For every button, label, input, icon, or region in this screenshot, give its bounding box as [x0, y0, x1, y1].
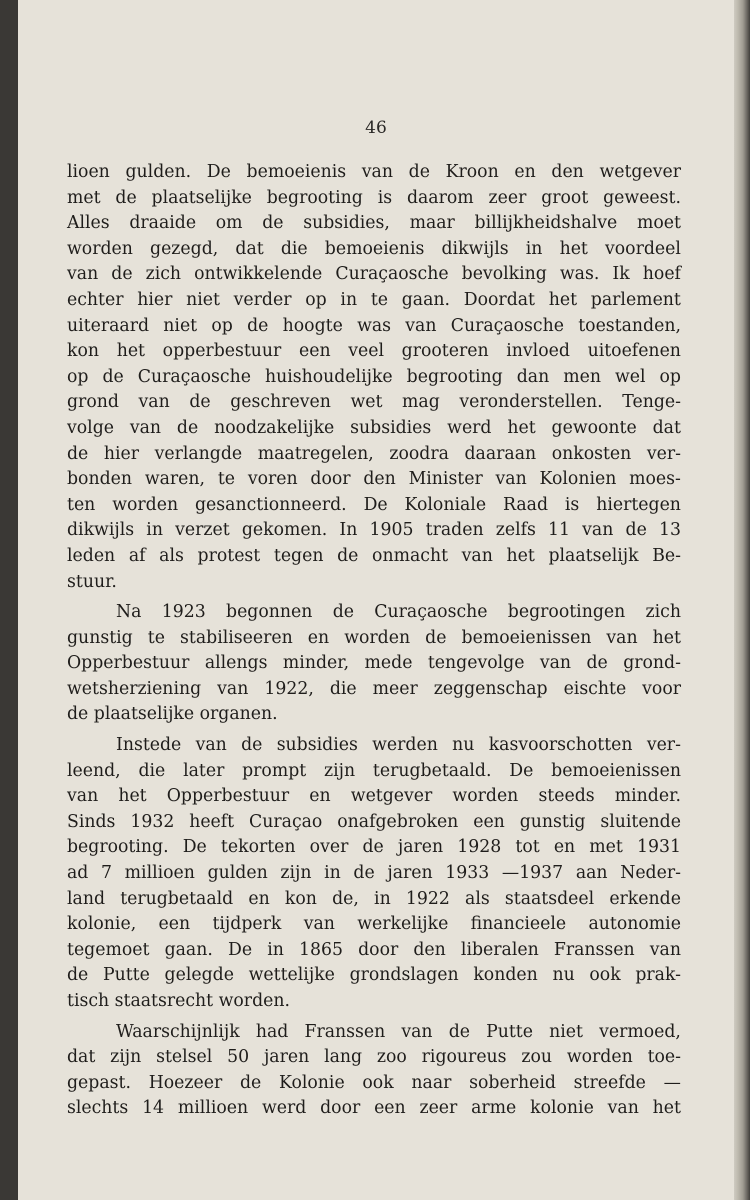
text-line: de plaatselijke organen. [67, 704, 278, 725]
text-line: begrooting. De tekorten over de jaren 1928 tot en met 1931 [67, 837, 681, 858]
text-line: volge van de noodzakelijke subsidies werd het gewoonte dat [67, 417, 681, 438]
text-line: echter hier niet verder op in te gaan. Doordat het parlement [67, 289, 681, 310]
text-line: gepast. Hoezeer de Kolonie ook naar soberheid streefde — [67, 1072, 681, 1093]
text-line: op de Curaçaosche huishoudelijke begrooting dan men wel op [67, 366, 681, 387]
text-line: Sinds 1932 heeft Curaçao onafgebroken een gunstig sluitende [67, 811, 681, 832]
text-line: kon het opperbestuur een veel grooteren invloed uitoefenen [67, 341, 681, 362]
paragraph [67, 1020, 681, 1122]
text-line: leden af als protest tegen de onmacht van het plaatselijk Be- [67, 545, 681, 566]
page-number: 46 [365, 118, 387, 138]
text-line: leend, die later prompt zijn terugbetaald. De bemoeienissen [67, 760, 681, 781]
text-line: met de plaatselijke begrooting is daarom zeer groot geweest. [67, 187, 681, 208]
body-text [67, 160, 681, 1127]
text-line: ten worden gesanctionneerd. De Koloniale Raad is hiertegen [67, 494, 681, 515]
paragraph [67, 160, 681, 595]
text-line: Opperbestuur allengs minder, mede tengevolge van de grond- [67, 653, 681, 674]
text-line: slechts 14 millioen werd door een zeer arme kolonie van het [67, 1098, 681, 1119]
paragraph [67, 733, 681, 1015]
text-line: Waarschijnlijk had Franssen van de Putte niet vermoed, [116, 1021, 681, 1042]
text-line: van het Opperbestuur en wetgever worden steeds minder. [67, 786, 681, 807]
text-line: kolonie, een tijdperk van werkelijke financieele autonomie [67, 914, 681, 935]
text-line: Instede van de subsidies werden nu kasvoorschotten ver- [116, 735, 681, 756]
text-line: lioen gulden. De bemoeienis van de Kroon en den wetgever [67, 162, 681, 182]
book-page [18, 0, 734, 1200]
text-line: dikwijls in verzet gekomen. In 1905 traden zelfs 11 van de 13 [67, 520, 681, 541]
text-line: land terugbetaald en kon de, in 1922 als staatsdeel erkende [67, 888, 681, 909]
paragraph [67, 600, 681, 728]
text-line: tisch staatsrecht worden. [67, 991, 290, 1011]
text-line: wetsherziening van 1922, die meer zeggenschap eischte voor [67, 678, 681, 699]
page-edge [734, 0, 750, 1200]
text-line: Alles draaide om de subsidies, maar billijkheidshalve moet [67, 213, 681, 234]
text-line: van de zich ontwikkelende Curaçaosche bevolking was. Ik hoef [67, 264, 681, 285]
text-line: Na 1923 begonnen de Curaçaosche begrootingen zich [116, 602, 681, 623]
text-line: stuur. [67, 571, 117, 592]
text-line: worden gezegd, dat die bemoeienis dikwijls in het voordeel [67, 238, 681, 259]
text-line: gunstig te stabiliseeren en worden de bemoeienissen van het [67, 627, 681, 648]
text-line: dat zijn stelsel 50 jaren lang zoo rigoureus zou worden toe- [67, 1047, 681, 1068]
text-line: uiteraard niet op de hoogte was van Curaçaosche toestanden, [67, 315, 681, 336]
text-line: grond van de geschreven wet mag veronderstellen. Tenge- [67, 392, 681, 413]
text-line: bonden waren, te voren door den Minister van Kolonien moes- [67, 469, 681, 490]
text-line: ad 7 millioen gulden zijn in de jaren 1933 —1937 aan Neder- [67, 863, 681, 884]
text-line: tegemoet gaan. De in 1865 door den liberalen Franssen van [67, 939, 681, 960]
text-line: de hier verlangde maatregelen, zoodra daaraan onkosten ver- [67, 443, 681, 464]
text-line: de Putte gelegde wettelijke grondslagen konden nu ook prak- [67, 965, 681, 986]
